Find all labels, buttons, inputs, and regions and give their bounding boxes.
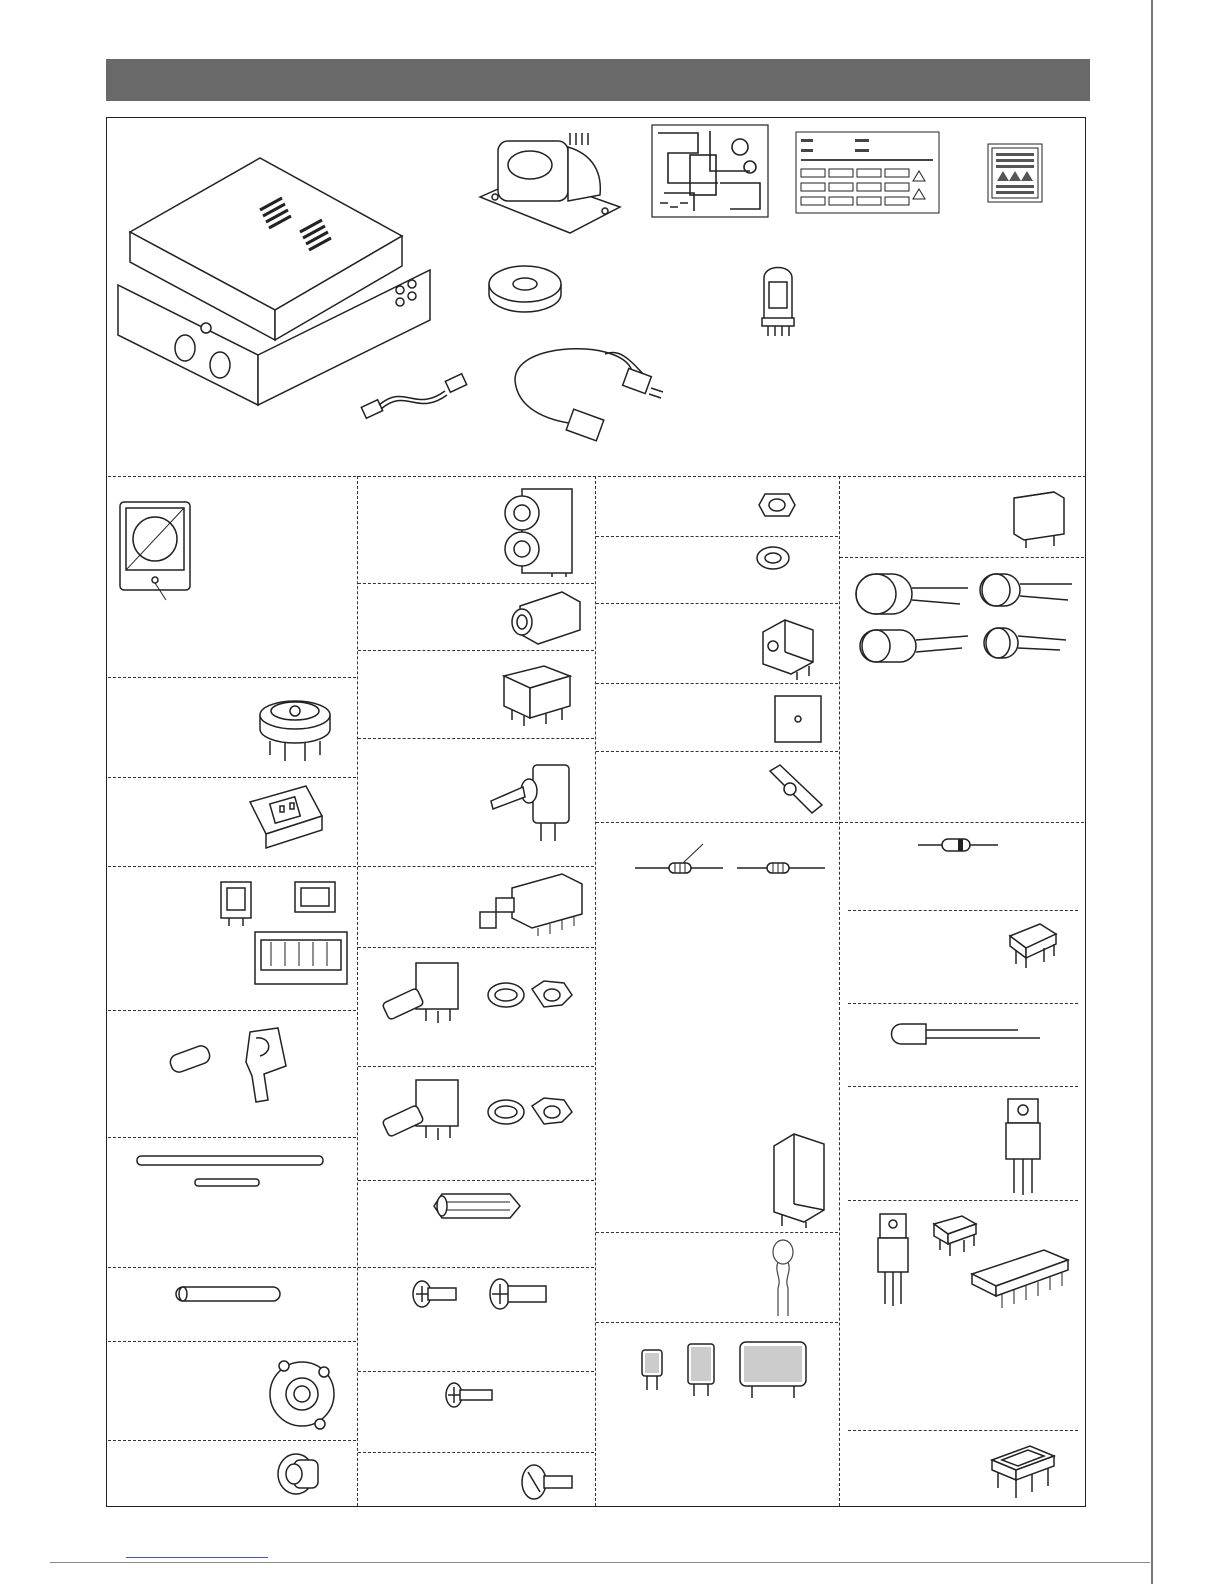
power-cord-illustration (505, 340, 675, 450)
semiconductors-illustration (872, 1210, 1072, 1315)
row-divider (848, 1200, 1078, 1201)
divider-top (108, 476, 1086, 477)
photocoupler-illustration (1006, 920, 1061, 970)
row-divider (358, 947, 594, 948)
heatsink-bracket-illustration (766, 763, 826, 818)
page-edge-rule (1151, 0, 1153, 1584)
ceramic-disc-illustration (768, 1238, 798, 1318)
tube-socket-illustration (250, 685, 340, 765)
box-capacitor-illustration (1010, 490, 1070, 550)
row-divider (108, 1440, 356, 1441)
row-divider (358, 1180, 594, 1181)
row-divider (596, 751, 838, 752)
push-switch-illustration (478, 868, 588, 938)
row-divider (596, 536, 838, 537)
phone-jack-illustration (500, 588, 585, 646)
footer-rule (50, 1562, 1150, 1563)
row-divider (358, 1452, 594, 1453)
power-transformer-illustration (470, 125, 630, 240)
column-divider-1 (357, 476, 358, 1506)
potentiometer-a-illustration (382, 955, 582, 1045)
rca-jack-illustration (492, 483, 587, 578)
insulator-sheet-illustration (773, 694, 823, 744)
row-divider (848, 1086, 1078, 1087)
cable-clamp-illustration (262, 1350, 342, 1435)
row-divider (848, 1003, 1078, 1004)
row-divider (596, 603, 838, 604)
circuit-board-illustration (650, 123, 770, 219)
row-divider (358, 583, 594, 584)
fuse-and-holder-illustration (160, 1022, 310, 1112)
pcb-connectors-illustration (215, 876, 355, 1001)
footer-link-line (126, 1557, 268, 1558)
led-illustration (886, 1020, 1046, 1050)
row-divider (848, 1430, 1078, 1431)
tube-clip-illustration (757, 612, 822, 682)
front-panel-illustration (118, 500, 198, 605)
relay-illustration (500, 662, 575, 737)
electrolytic-capacitors-illustration (850, 570, 1075, 670)
column-divider-3 (839, 476, 840, 1506)
toggle-switch-illustration (483, 757, 583, 852)
panel-label-illustration (795, 131, 940, 214)
row-divider (848, 910, 1078, 911)
section-header-bar (106, 59, 1090, 101)
row-divider (358, 1371, 594, 1372)
link-cable-illustration (355, 363, 480, 428)
row-divider (108, 1137, 356, 1138)
plastic-bushing-illustration (272, 1450, 327, 1500)
ring-magnet-illustration (485, 262, 565, 317)
row-divider (108, 1341, 356, 1342)
regulator-to220-illustration (1000, 1095, 1050, 1200)
column-divider-2 (595, 476, 596, 1506)
pan-screws-illustration (410, 1276, 555, 1316)
row-divider (840, 822, 1084, 823)
row-divider (596, 1322, 838, 1323)
hex-nut-illustration (757, 490, 797, 520)
row-divider (108, 677, 356, 678)
row-divider (358, 1066, 594, 1067)
row-divider (358, 650, 594, 651)
diode-illustration (916, 835, 1001, 855)
film-capacitors-illustration (638, 1340, 813, 1400)
ic-socket-illustration (988, 1440, 1058, 1502)
thumb-screw-illustration (518, 1462, 578, 1502)
potentiometer-b-illustration (382, 1072, 582, 1162)
row-divider (108, 866, 356, 867)
long-rods-illustration (133, 1152, 328, 1192)
resistors-illustration (633, 842, 828, 882)
row-divider (596, 822, 838, 823)
row-divider (108, 1010, 356, 1011)
row-divider (108, 777, 356, 778)
small-screw-illustration (443, 1380, 498, 1410)
warning-label-illustration (987, 143, 1043, 203)
lock-washer-illustration (753, 543, 793, 573)
short-rod-illustration (174, 1285, 284, 1305)
row-divider (108, 1267, 356, 1268)
row-divider (358, 1267, 594, 1268)
row-divider (840, 557, 1084, 558)
row-divider (358, 866, 594, 867)
ac-inlet-illustration (246, 782, 326, 857)
row-divider (596, 683, 838, 684)
hex-spacer-illustration (432, 1190, 527, 1225)
film-capacitor-box-illustration (770, 1130, 830, 1230)
row-divider (596, 1232, 838, 1233)
vacuum-tube-illustration (758, 260, 798, 340)
row-divider (358, 738, 594, 739)
